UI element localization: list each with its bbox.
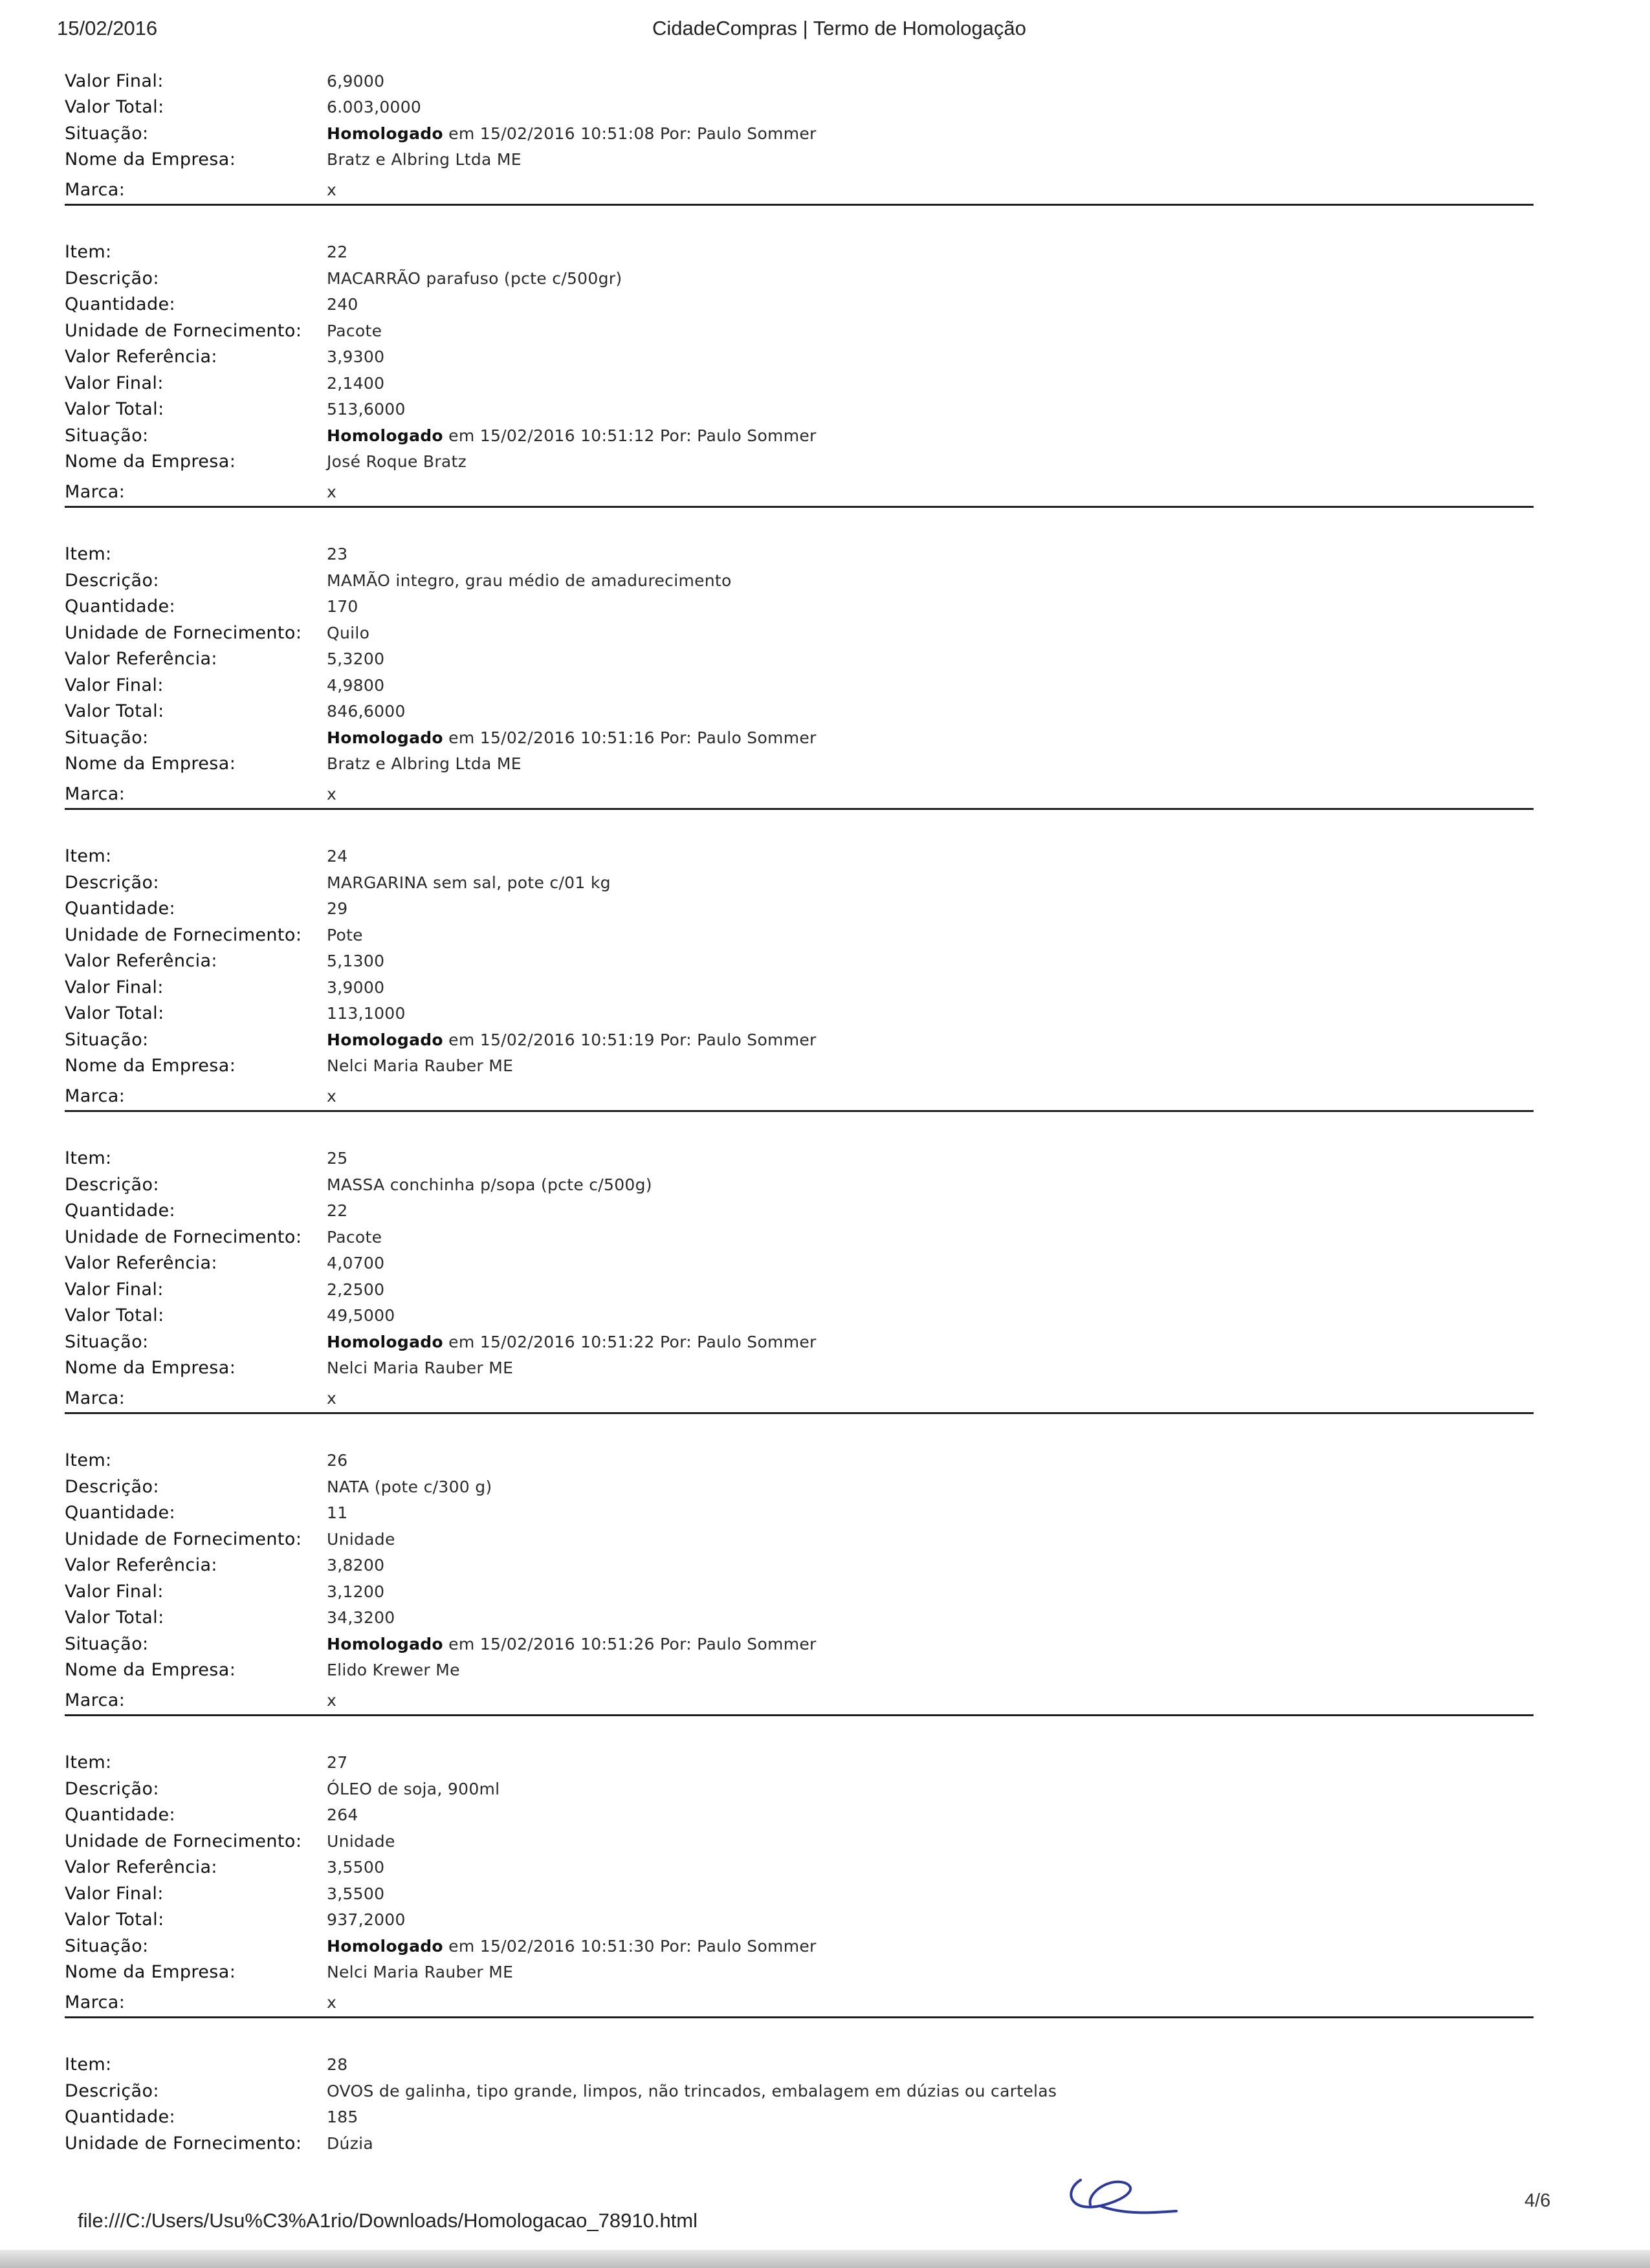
value-valor-total: 49,5000 bbox=[327, 1306, 395, 1325]
value-item: 27 bbox=[327, 1753, 348, 1772]
label-descricao: Descrição: bbox=[65, 1778, 159, 1799]
status-badge: Homologado bbox=[327, 1634, 443, 1653]
value-descricao: MAMÃO integro, grau médio de amadurecimento bbox=[327, 571, 732, 590]
value-valor-total: 846,6000 bbox=[327, 702, 406, 721]
label-valor-total: Valor Total: bbox=[65, 701, 164, 722]
label-unidade: Unidade de Fornecimento: bbox=[65, 1831, 302, 1851]
label-valor-final: Valor Final: bbox=[65, 71, 164, 91]
label-item: Item: bbox=[65, 1450, 112, 1471]
value-valor-referencia: 3,8200 bbox=[327, 1556, 385, 1575]
value-quantidade: 29 bbox=[327, 899, 348, 919]
value-situacao bbox=[327, 426, 817, 445]
label-quantidade: Quantidade: bbox=[65, 596, 176, 617]
value-descricao: MARGARINA sem sal, pote c/01 kg bbox=[327, 873, 611, 892]
value-valor-total: 937,2000 bbox=[327, 1910, 406, 1930]
label-descricao: Descrição: bbox=[65, 1174, 159, 1195]
situacao-info: em 15/02/2016 10:51:22 Por: Paulo Sommer bbox=[443, 1332, 817, 1351]
situacao-info: em 15/02/2016 10:51:08 Por: Paulo Sommer bbox=[443, 124, 817, 143]
value-marca: x bbox=[327, 1690, 337, 1710]
value-valor-final: 3,1200 bbox=[327, 1582, 385, 1601]
item-block bbox=[65, 1750, 1534, 2018]
label-descricao: Descrição: bbox=[65, 1476, 159, 1497]
status-badge: Homologado bbox=[327, 1936, 443, 1956]
label-valor-referencia: Valor Referência: bbox=[65, 1253, 217, 1274]
value-marca: x bbox=[327, 482, 337, 501]
value-valor-referencia: 3,9300 bbox=[327, 347, 385, 367]
label-quantidade: Quantidade: bbox=[65, 1805, 176, 1826]
label-situacao: Situação: bbox=[65, 1633, 149, 1654]
value-valor-final: 2,1400 bbox=[327, 373, 385, 393]
situacao-info: em 15/02/2016 10:51:12 Por: Paulo Sommer bbox=[443, 426, 817, 445]
label-empresa: Nome da Empresa: bbox=[65, 754, 236, 774]
item-block bbox=[65, 1146, 1534, 1414]
value-marca: x bbox=[327, 1388, 337, 1408]
value-item: 25 bbox=[327, 1149, 348, 1168]
item-block bbox=[65, 541, 1534, 810]
label-unidade: Unidade de Fornecimento: bbox=[65, 320, 302, 341]
value-quantidade: 185 bbox=[327, 2108, 358, 2127]
item-block-continued bbox=[65, 68, 1534, 206]
value-marca: x bbox=[327, 1086, 337, 1106]
value-valor-referencia: 4,0700 bbox=[327, 1254, 385, 1273]
label-item: Item: bbox=[65, 846, 112, 867]
value-item: 24 bbox=[327, 847, 348, 866]
label-unidade: Unidade de Fornecimento: bbox=[65, 622, 302, 643]
label-valor-referencia: Valor Referência: bbox=[65, 347, 217, 367]
value-situacao bbox=[327, 1030, 817, 1049]
scan-edge bbox=[0, 2250, 1650, 2268]
label-item: Item: bbox=[65, 544, 112, 565]
value-situacao bbox=[327, 1333, 817, 1351]
value-empresa: Elido Krewer Me bbox=[327, 1661, 460, 1680]
value-valor-referencia: 3,5500 bbox=[327, 1858, 385, 1877]
label-valor-total: Valor Total: bbox=[65, 1305, 164, 1326]
value-valor-final: 3,5500 bbox=[327, 1884, 385, 1903]
label-marca: Marca: bbox=[65, 1085, 126, 1106]
label-empresa: Nome da Empresa: bbox=[65, 149, 236, 170]
label-descricao: Descrição: bbox=[65, 872, 159, 893]
item-block bbox=[65, 239, 1534, 508]
items-container bbox=[65, 239, 1534, 2018]
value-valor-final: 2,2500 bbox=[327, 1280, 385, 1299]
value-empresa: Nelci Maria Rauber ME bbox=[327, 1963, 514, 1982]
situacao-info: em 15/02/2016 10:51:16 Por: Paulo Sommer bbox=[443, 728, 817, 747]
label-marca: Marca: bbox=[65, 1690, 126, 1710]
label-situacao: Situação: bbox=[65, 1029, 149, 1050]
label-item: Item: bbox=[65, 1148, 112, 1169]
value-quantidade: 11 bbox=[327, 1503, 348, 1523]
label-valor-final: Valor Final: bbox=[65, 675, 164, 695]
value-descricao: NATA (pote c/300 g) bbox=[327, 1477, 492, 1496]
label-valor-referencia: Valor Referência: bbox=[65, 1857, 217, 1878]
value-situacao bbox=[327, 124, 817, 143]
label-valor-total: Valor Total: bbox=[65, 97, 164, 118]
value-quantidade: 22 bbox=[327, 1201, 348, 1221]
value-valor-total: 34,3200 bbox=[327, 1608, 395, 1628]
divider bbox=[65, 1412, 1534, 1414]
value-empresa: Bratz e Albring Ltda ME bbox=[327, 150, 522, 169]
label-valor-final: Valor Final: bbox=[65, 1279, 164, 1300]
status-badge: Homologado bbox=[327, 1332, 443, 1351]
value-valor-total: 6.003,0000 bbox=[327, 98, 422, 117]
label-marca: Marca: bbox=[65, 1992, 126, 2012]
value-situacao bbox=[327, 1635, 817, 1653]
value-marca: x bbox=[327, 180, 337, 199]
label-valor-referencia: Valor Referência: bbox=[65, 951, 217, 972]
label-marca: Marca: bbox=[65, 1388, 126, 1408]
value-descricao: ÓLEO de soja, 900ml bbox=[327, 1779, 500, 1798]
value-descricao: MASSA conchinha p/sopa (pcte c/500g) bbox=[327, 1175, 652, 1194]
divider bbox=[65, 2016, 1534, 2018]
value-quantidade: 170 bbox=[327, 597, 358, 616]
label-situacao: Situação: bbox=[65, 425, 149, 446]
label-empresa: Nome da Empresa: bbox=[65, 1660, 236, 1681]
value-valor-final: 6,9000 bbox=[327, 71, 385, 91]
label-empresa: Nome da Empresa: bbox=[65, 1962, 236, 1983]
label-valor-total: Valor Total: bbox=[65, 1910, 164, 1930]
divider bbox=[65, 1110, 1534, 1112]
print-date: 15/02/2016 bbox=[57, 17, 158, 39]
divider bbox=[65, 1714, 1534, 1716]
divider bbox=[65, 204, 1534, 206]
label-empresa: Nome da Empresa: bbox=[65, 1358, 236, 1379]
label-marca: Marca: bbox=[65, 783, 126, 804]
label-unidade: Unidade de Fornecimento: bbox=[65, 2133, 302, 2154]
value-unidade: Unidade bbox=[327, 1831, 395, 1851]
label-valor-total: Valor Total: bbox=[65, 1608, 164, 1628]
label-quantidade: Quantidade: bbox=[65, 1503, 176, 1523]
page-header bbox=[57, 17, 1593, 49]
label-quantidade: Quantidade: bbox=[65, 294, 176, 315]
label-item: Item: bbox=[65, 242, 112, 263]
value-item: 23 bbox=[327, 545, 348, 564]
item-block bbox=[65, 844, 1534, 1112]
value-descricao: OVOS de galinha, tipo grande, limpos, não trincados, embalagem em dúzias ou cartelas bbox=[327, 2081, 1057, 2100]
value-item: 22 bbox=[327, 243, 348, 262]
label-valor-final: Valor Final: bbox=[65, 977, 164, 998]
value-marca: x bbox=[327, 784, 337, 803]
label-situacao: Situação: bbox=[65, 1935, 149, 1956]
label-quantidade: Quantidade: bbox=[65, 2107, 176, 2128]
value-unidade: Pacote bbox=[327, 1227, 382, 1247]
value-situacao bbox=[327, 1937, 817, 1956]
status-badge: Homologado bbox=[327, 728, 443, 747]
label-situacao: Situação: bbox=[65, 727, 149, 748]
label-empresa: Nome da Empresa: bbox=[65, 452, 236, 472]
label-marca: Marca: bbox=[65, 179, 126, 200]
pen-mark-icon bbox=[1061, 2154, 1178, 2225]
value-unidade: Pacote bbox=[327, 321, 382, 340]
status-badge: Homologado bbox=[327, 426, 443, 445]
label-descricao: Descrição: bbox=[65, 268, 159, 289]
label-empresa: Nome da Empresa: bbox=[65, 1056, 236, 1076]
label-valor-final: Valor Final: bbox=[65, 1581, 164, 1602]
divider bbox=[65, 506, 1534, 508]
situacao-info: em 15/02/2016 10:51:30 Por: Paulo Sommer bbox=[443, 1936, 817, 1956]
label-valor-total: Valor Total: bbox=[65, 399, 164, 420]
label-situacao: Situação: bbox=[65, 1331, 149, 1352]
label-valor-final: Valor Final: bbox=[65, 1883, 164, 1904]
situacao-info: em 15/02/2016 10:51:26 Por: Paulo Sommer bbox=[443, 1634, 817, 1653]
value-valor-total: 113,1000 bbox=[327, 1004, 406, 1023]
label-descricao: Descrição: bbox=[65, 570, 159, 591]
divider bbox=[65, 808, 1534, 810]
homologation-list bbox=[65, 68, 1534, 2157]
label-situacao: Situação: bbox=[65, 123, 149, 144]
label-item: Item: bbox=[65, 2055, 112, 2075]
value-empresa: José Roque Bratz bbox=[327, 452, 467, 472]
value-quantidade: 264 bbox=[327, 1805, 358, 1825]
label-quantidade: Quantidade: bbox=[65, 1201, 176, 1221]
value-valor-referencia: 5,1300 bbox=[327, 952, 385, 971]
label-quantidade: Quantidade: bbox=[65, 899, 176, 919]
status-badge: Homologado bbox=[327, 124, 443, 143]
item-block bbox=[65, 1448, 1534, 1716]
value-valor-final: 4,9800 bbox=[327, 675, 385, 695]
value-unidade: Unidade bbox=[327, 1529, 395, 1549]
label-unidade: Unidade de Fornecimento: bbox=[65, 924, 302, 945]
value-unidade: Quilo bbox=[327, 623, 370, 642]
page-number: 4/6 bbox=[1524, 2190, 1551, 2211]
document-title: CidadeCompras | Termo de Homologação bbox=[652, 17, 1026, 39]
label-descricao: Descrição: bbox=[65, 2080, 159, 2101]
file-path: file:///C:/Users/Usu%C3%A1rio/Downloads/Homologacao_78910.html bbox=[78, 2209, 698, 2232]
label-unidade: Unidade de Fornecimento: bbox=[65, 1529, 302, 1549]
situacao-info: em 15/02/2016 10:51:19 Por: Paulo Sommer bbox=[443, 1030, 817, 1049]
value-valor-final: 3,9000 bbox=[327, 977, 385, 997]
value-empresa: Nelci Maria Rauber ME bbox=[327, 1056, 514, 1076]
value-empresa: Nelci Maria Rauber ME bbox=[327, 1358, 514, 1378]
status-badge: Homologado bbox=[327, 1030, 443, 1049]
label-unidade: Unidade de Fornecimento: bbox=[65, 1227, 302, 1247]
label-marca: Marca: bbox=[65, 481, 126, 502]
label-valor-referencia: Valor Referência: bbox=[65, 1555, 217, 1576]
value-descricao: MACARRÃO parafuso (pcte c/500gr) bbox=[327, 268, 622, 288]
item-block-partial bbox=[65, 2052, 1534, 2157]
label-valor-final: Valor Final: bbox=[65, 373, 164, 393]
value-quantidade: 240 bbox=[327, 295, 358, 314]
value-item: 28 bbox=[327, 2055, 348, 2075]
value-unidade: Dúzia bbox=[327, 2133, 373, 2153]
label-valor-referencia: Valor Referência: bbox=[65, 649, 217, 670]
label-item: Item: bbox=[65, 1752, 112, 1773]
value-marca: x bbox=[327, 1992, 337, 2012]
value-valor-referencia: 5,3200 bbox=[327, 649, 385, 669]
value-situacao bbox=[327, 728, 817, 747]
value-empresa: Bratz e Albring Ltda ME bbox=[327, 754, 522, 774]
value-valor-total: 513,6000 bbox=[327, 400, 406, 419]
label-valor-total: Valor Total: bbox=[65, 1003, 164, 1024]
value-item: 26 bbox=[327, 1451, 348, 1470]
value-unidade: Pote bbox=[327, 925, 363, 944]
